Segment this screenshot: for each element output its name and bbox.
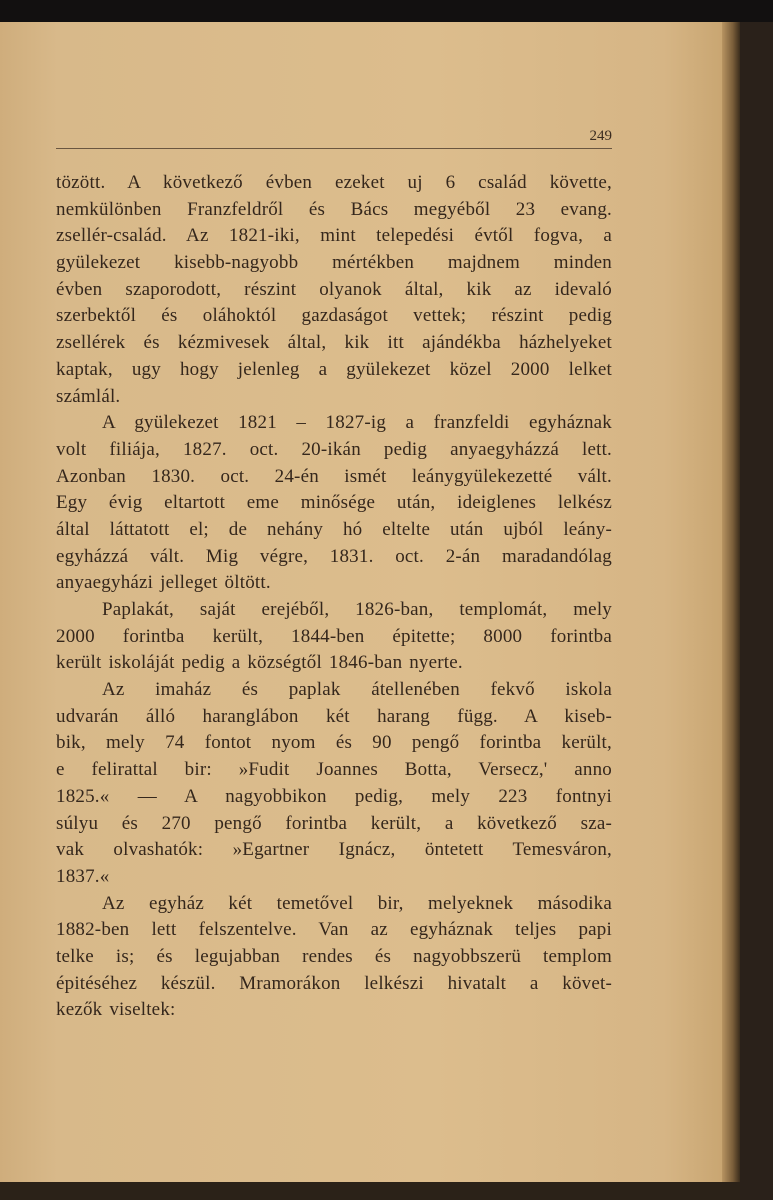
text-line: Az egyház két temetővel bir, melyeknek másodika [102,892,612,914]
text-line: által láttatott el; de nehány hó eltelte után ujból leány- [56,518,612,540]
text-line: épitéséhez készül. Mramorákon lelkészi hivatalt a követ- [56,972,612,994]
text-line: gyülekezet kisebb-nagyobb mértékben majdnem minden [56,252,612,274]
text-line: Paplakát, saját erejéből, 1826-ban, templomát, mely [102,599,612,620]
text-line: udvarán álló haranglábon két harang függ. A kiseb- [56,705,612,727]
text-line: 2000 forintba került, 1844-ben épitette; 8000 forintba [56,625,612,647]
text-line: telke is; és legujabban rendes és nagyobbszerü templom [56,945,612,967]
text-line: volt filiája, 1827. oct. 20-ikán pedig anyaegyházzá lett. [56,438,612,460]
paragraph [56,170,612,410]
scan-bottom-border [0,1182,740,1200]
page-number: 249 [589,128,612,144]
text-line: Az imaház és paplak átellenében fekvő iskola [102,679,612,701]
text-line: került iskoláját pedig a községtől 1846-ban nyerte. [56,652,463,674]
text-line: számlál. [56,385,121,407]
text-line: zsellérek és kézmivesek által, kik itt ajándékba házhelyeket [56,332,612,354]
text-line: súlyu és 270 pengő forintba került, a következő sza- [56,812,612,834]
text-line: Azonban 1830. oct. 24-én ismét leánygyülekezetté vált. [56,465,612,487]
text-line: kaptak, ugy hogy jelenleg a gyülekezet közel 2000 lelket [56,358,612,380]
paragraph [56,677,612,891]
text-line: vak olvashatók: »Egartner Ignácz, öntetett Temesváron, [56,839,612,861]
paragraph [56,891,612,1024]
text-line: évben szaporodott, részint olyanok által, kik az idevaló [56,278,612,300]
scan-top-border [0,0,773,22]
text-line: anyaegyházi jelleget öltött. [56,572,271,594]
text-line: A gyülekezet 1821 – 1827-ig a franzfeldi egyháznak [102,412,612,434]
text-line: 1882-ben lett felszentelve. Van az egyháznak teljes papi [56,919,612,941]
text-line: nemkülönben Franzfeldről és Bács megyéből 23 evang. [56,198,612,220]
book-binding [740,22,773,1200]
text-line: 1837.« [56,865,110,887]
text-line: 1825.« — A nagyobbikon pedig, mely 223 fontnyi [56,785,612,807]
text-line: e felirattal bir: »Fudit Joannes Botta, Versecz,' anno [56,759,612,781]
header-rule [56,148,612,149]
text-line: Egy évig eltartott eme minősége után, ideiglenes lelkész [56,492,612,514]
text-line: bik, mely 74 fontot nyom és 90 pengő forintba került, [56,732,612,754]
page-edge [722,22,740,1182]
paragraph [56,410,612,597]
body-text [56,170,612,1024]
text-line: egyházzá vált. Mig végre, 1831. oct. 2-án maradandólag [56,545,612,567]
text-line: szerbektől és oláhoktól gazdaságot vettek; részint pedig [56,305,612,327]
text-line: kezők viseltek: [56,999,176,1021]
paragraph [56,597,612,677]
text-line: tözött. A következő évben ezeket uj 6 család követte, [56,172,612,193]
text-line: zsellér-család. Az 1821-iki, mint telepedési évtől fogva, a [56,225,612,247]
